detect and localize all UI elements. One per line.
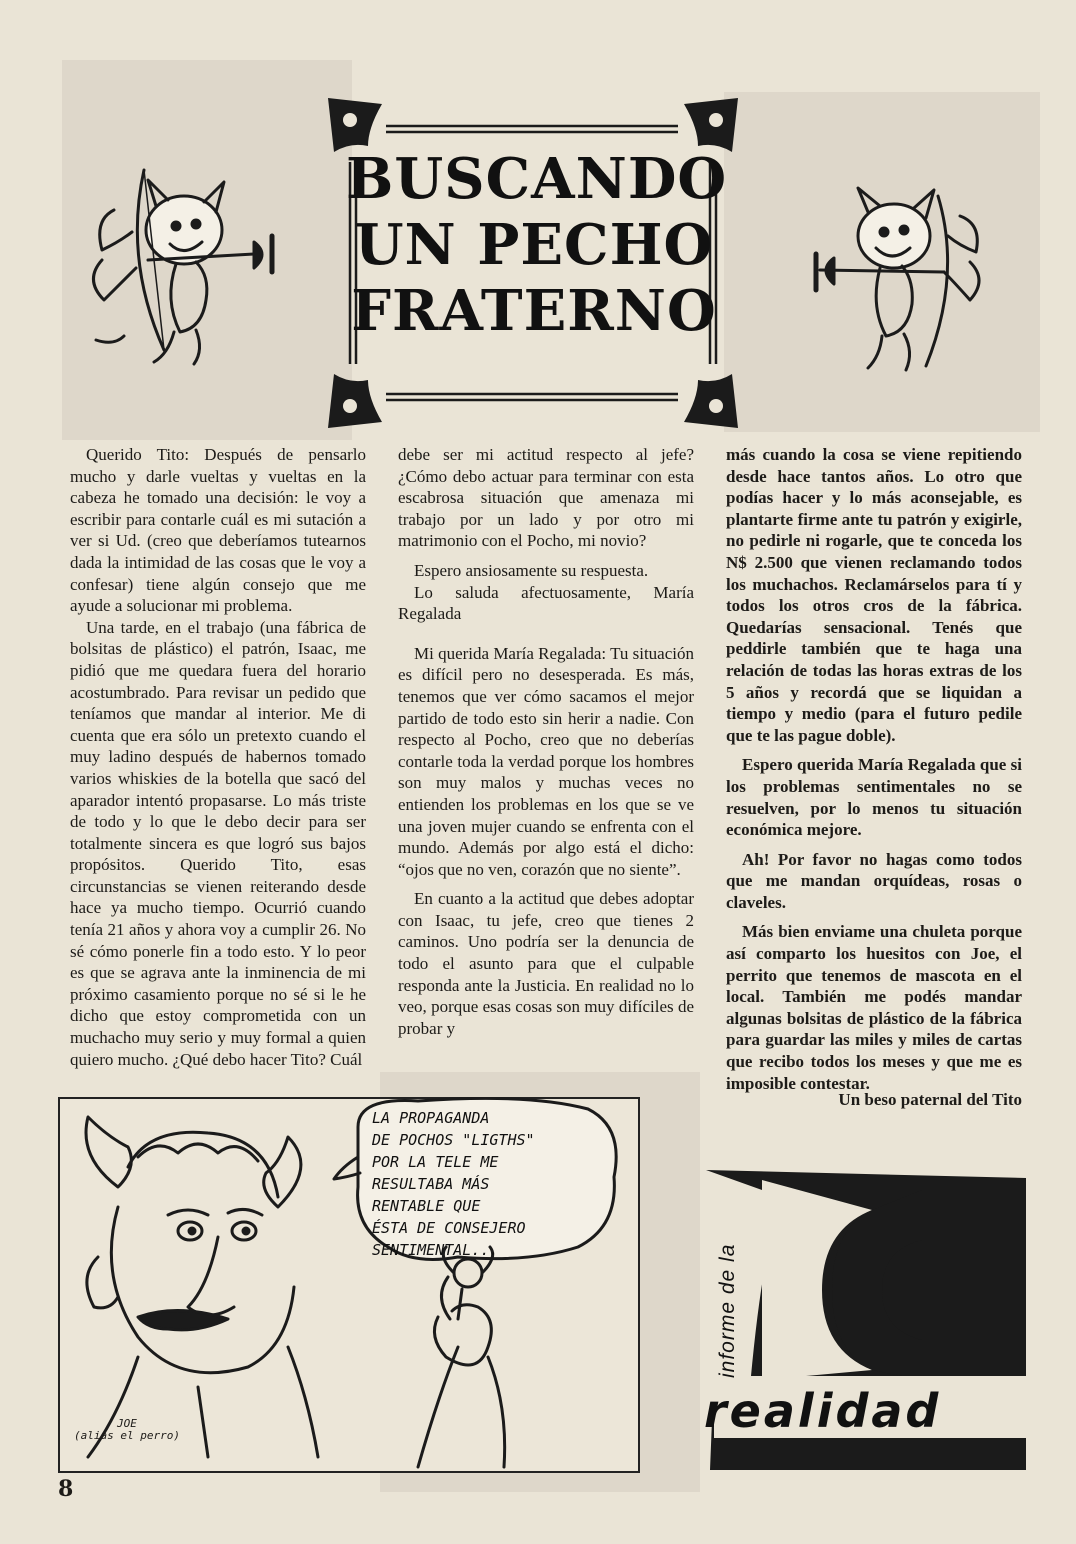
reply-paragraph-bold: Más bien enviame una chuleta porque así comparto los huesitos con Joe, el perrito que tenemos de mascota en el local. También me podés mandar algunas bolsitas de plástico de la fábrica para guardar las miles y miles de cartas que recibo todos los meses y que me es imposible contestar. — [726, 922, 1022, 1093]
cupid-left-illustration — [84, 150, 284, 370]
reply-paragraph: En cuanto a la actitud que debes adoptar con Isaac, tu jefe, creo que tienes 2 caminos. Uno podría ser la denuncia de todo el asunto para que el culpable responda ante la Justicia. En realidad no lo veo, porque esas cosas son muy difíciles de probar y — [398, 889, 694, 1038]
bubble-line: POR LA TELE ME — [372, 1153, 499, 1171]
letter-paragraph-continued: debe ser mi actitud respecto al jefe? ¿Cómo debo actuar para terminar con esta escabrosa situación que amenaza mi trabajo por un lado y por otro mi matrimonio con el Pocho, mi novio? — [398, 445, 694, 551]
title-line: FRATERNO — [351, 278, 717, 344]
signature: Un beso paternal del Tito — [838, 1090, 1022, 1109]
cupid-right-illustration — [810, 176, 990, 376]
title-line: BUSCANDO — [346, 146, 728, 212]
letter-column-1 — [70, 444, 366, 1070]
reply-paragraph-bold: más cuando la cosa se viene repitiendo desde hace tantos años. Lo otro que podías hacer y lo más aconsejable, es plantarte firme ante tu patrón y exigirle, no pedirle ni rogarle, que te conceda los N$ 2.500 que vienen reclamando todos los muchachos. Reclamárselos para tí y todos los otros cros de la fábrica. Quedarías sensacional. Tenés que peddirle también que te haga una relación de todas las horas extras de los 5 años y recordá que se liquidan a tiempo y medio (para el futuro pedile que te las pague doble). — [726, 445, 1022, 745]
reply-column-3 — [726, 444, 1022, 1094]
letter-paragraph: Una tarde, en el trabajo (una fábrica de bolsitas de plástico) el patrón, Isaac, me pidió que me quedara fuera del horario acostumbrado. Para revisar un pedido que teníamos que mandar al interior. Me di cuenta que era sólo un pretexto cuando el muy ladino después de habernos tomado varios whiskies de la botella que sacó del aparador intentó propasarse. Lo más triste de todo y lo que le debo decir para ser totalmente sincera es que logró sus bajos propósitos. Querido Tito, esas circunstancias se vienen reiterando desde hace ya mucho tiempo. Ocurrió cuando tenía 21 años y ahora voy a cumplir 26. No sé cómo ponerle fin a todo esto. Y lo peor es que se agrava ante la inminencia de mi próximo casamiento porque no sé si le he dicho que estoy comprometida con un muchacho muy serio y muy formal a quien quiero mucho. ¿Qué debo hacer Tito? Cuál — [70, 617, 366, 1069]
bubble-line: LA PROPAGANDA — [372, 1109, 490, 1127]
letter-column-2 — [398, 444, 694, 1039]
reply-paragraph: Mi querida María Regalada: Tu situación es difícil pero no desesperada. Es más, tenemos que ver cómo sacamos el mejor partido de todo esto sin herir a nadie. Con respecto al Pocho, creo que no deberías contarle toda la verdad porque los hombres son muy malos y muchas veces no entienden los problemas en los que se ve una joven mujer cuando se enfrenta con el mundo. Además por algo está el dicho: “ojos que no ven, corazón que no siente”. — [398, 643, 694, 879]
bubble-line: DE POCHOS "LIGTHS" — [372, 1131, 535, 1149]
bubble-line: SENTIMENTAL... — [372, 1241, 499, 1259]
artist-line: JOE — [117, 1417, 137, 1430]
reply-paragraph-bold: Espero querida María Regalada que si los problemas sentimentales no se resuelven, por lo menos tu situación económica mejore. — [726, 755, 1022, 840]
page-number: 8 — [58, 1476, 74, 1502]
letter-paragraph: Querido Tito: Después de pensarlo mucho y darle vueltas y vueltas en la cabeza he tomado una decisión: le voy a escribir para contarle cuál es mi sutación a ver si Ud. (creo que deberíamos tutearnos dada la intimidad de las cosas que le voy a confesar) tiene algún consejo que me ayude a solucionar mi problema. — [70, 445, 366, 616]
bubble-line: RENTABLE QUE — [372, 1197, 481, 1215]
article-title — [346, 146, 728, 344]
bubble-line: ÉSTA DE CONSEJERO — [372, 1219, 526, 1237]
speech-bubble-text — [372, 1107, 612, 1261]
letter-paragraph: Espero ansiosamente su respuesta. — [414, 560, 649, 580]
logo-title: realidad — [704, 1384, 942, 1438]
title-line: UN PECHO — [354, 212, 714, 278]
logo-small-text: informe de la — [716, 1243, 739, 1378]
reply-paragraph-bold: Ah! Por favor no hagas como todos que me mandan orquídeas, rosas o claveles. — [726, 849, 1022, 912]
cartoon-artist-signature — [74, 1418, 180, 1442]
bubble-line: RESULTABA MÁS — [372, 1175, 490, 1193]
letter-signoff: Lo saluda afectuosamente, María Regalada — [398, 582, 694, 624]
artist-line: (alias el perro) — [74, 1429, 180, 1442]
